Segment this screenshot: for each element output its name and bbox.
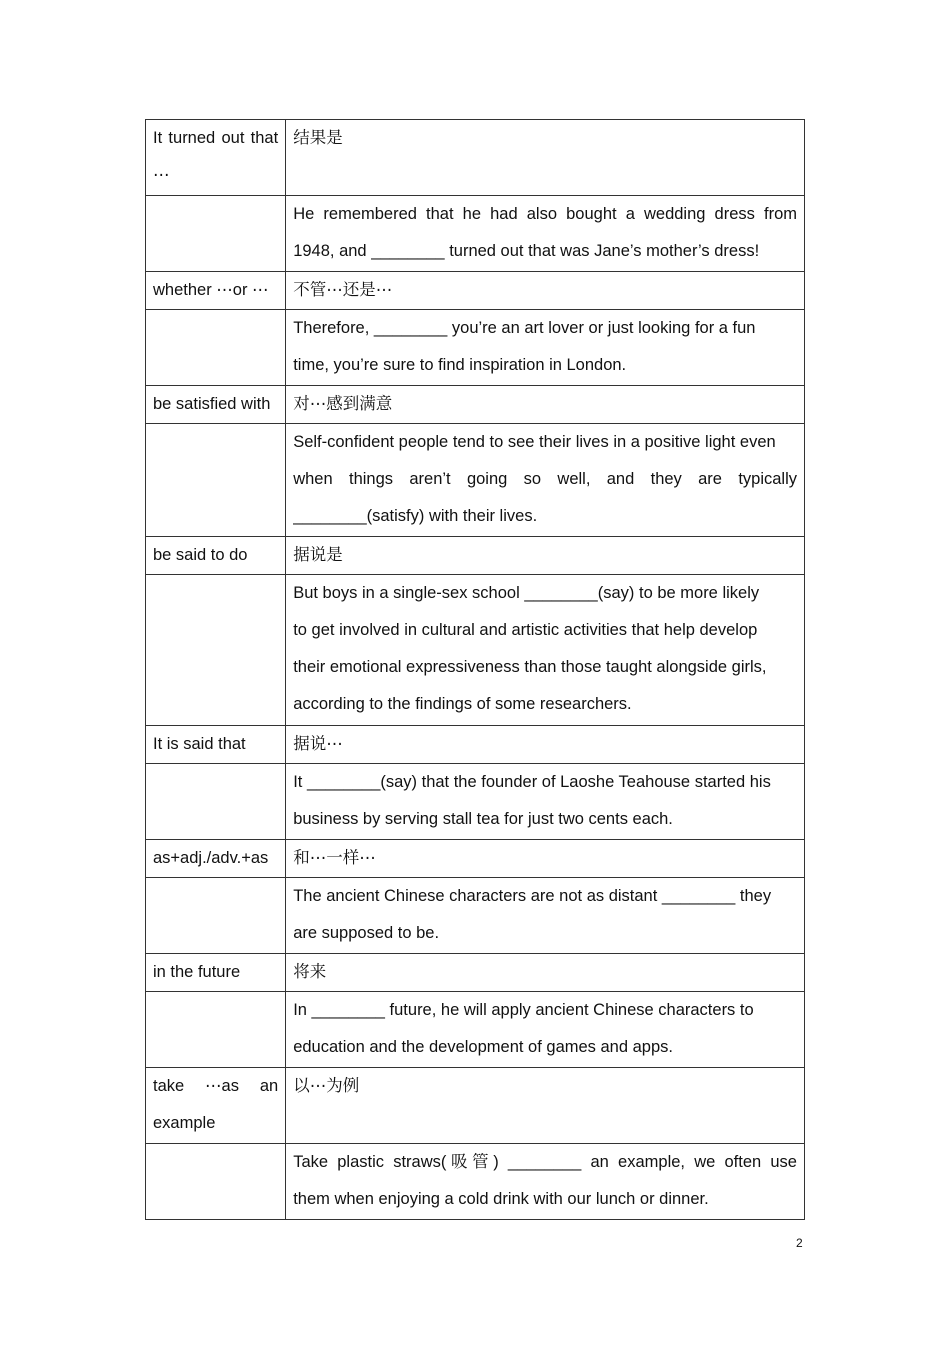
term-cell: be satisfied with [146, 386, 286, 424]
term-row [146, 120, 805, 196]
example-row [146, 878, 805, 954]
example-cell [286, 196, 805, 272]
empty-cell [146, 575, 286, 726]
example-cell [286, 1144, 805, 1220]
term-row [146, 537, 805, 575]
empty-cell [146, 196, 286, 272]
example-row [146, 424, 805, 537]
example-line: education and the development of games and apps. [293, 1038, 673, 1056]
term-cell: in the future [146, 954, 286, 992]
empty-cell [146, 764, 286, 840]
meaning-cell: 结果是 [286, 120, 805, 196]
vocabulary-table [145, 119, 805, 1220]
example-line: He remembered that he had also bought a wedding dress from [293, 205, 797, 223]
empty-cell [146, 992, 286, 1068]
empty-cell [146, 424, 286, 537]
example-row [146, 575, 805, 726]
example-line: 1948, and ________ turned out that was Jane’s mother’s dress! [293, 242, 760, 260]
example-line: when things aren’t going so well, and they are typically [293, 470, 797, 488]
example-line: business by serving stall tea for just two cents each. [293, 810, 673, 828]
meaning-cell: 以⋯为例 [286, 1068, 805, 1144]
example-line: ________(satisfy) with their lives. [293, 507, 538, 525]
example-line: It ________(say) that the founder of Laoshe Teahouse started his [293, 773, 771, 791]
term-row [146, 726, 805, 764]
term-row [146, 386, 805, 424]
meaning-cell: 将来 [286, 954, 805, 992]
example-row [146, 196, 805, 272]
example-line: their emotional expressiveness than those taught alongside girls, [293, 658, 767, 676]
example-line: time, you’re sure to find inspiration in London. [293, 356, 627, 374]
term-cell: as+adj./adv.+as [146, 840, 286, 878]
empty-cell [146, 1144, 286, 1220]
example-row [146, 310, 805, 386]
example-line: are supposed to be. [293, 924, 440, 942]
term-row [146, 272, 805, 310]
term-cell: be said to do [146, 537, 286, 575]
example-cell [286, 575, 805, 726]
example-cell [286, 992, 805, 1068]
meaning-cell: 不管⋯还是⋯ [286, 272, 805, 310]
example-line: But boys in a single-sex school ________(say) to be more likely [293, 584, 760, 602]
example-line: them when enjoying a cold drink with our lunch or dinner. [293, 1190, 709, 1208]
term-cell [146, 1068, 286, 1144]
example-line: Self-confident people tend to see their lives in a positive light even [293, 433, 776, 451]
term-cell [146, 120, 286, 196]
example-row [146, 1144, 805, 1220]
term-text: take ⋯as an example [153, 1077, 279, 1132]
meaning-cell: 对⋯感到满意 [286, 386, 805, 424]
meaning-cell: 据说是 [286, 537, 805, 575]
term-cell: whether ⋯or ⋯ [146, 272, 286, 310]
example-cell [286, 310, 805, 386]
term-cell: It is said that [146, 726, 286, 764]
example-line: according to the findings of some researchers. [293, 695, 632, 713]
example-cell [286, 878, 805, 954]
page-number: 2 [796, 1236, 803, 1250]
term-text: It turned out that ⋯ [153, 129, 279, 184]
example-cell [286, 424, 805, 537]
empty-cell [146, 878, 286, 954]
term-row [146, 1068, 805, 1144]
example-line: In ________ future, he will apply ancient Chinese characters to [293, 1001, 754, 1019]
example-line: Therefore, ________ you’re an art lover or just looking for a fun [293, 319, 756, 337]
example-line: The ancient Chinese characters are not as distant ________ they [293, 887, 772, 905]
term-row [146, 954, 805, 992]
term-row [146, 840, 805, 878]
example-line: Take plastic straws(吸管) ________ an example, we often use [293, 1153, 797, 1171]
example-row [146, 764, 805, 840]
example-row [146, 992, 805, 1068]
example-cell [286, 764, 805, 840]
example-line: to get involved in cultural and artistic activities that help develop [293, 621, 758, 639]
meaning-cell: 据说⋯ [286, 726, 805, 764]
meaning-cell: 和⋯一样⋯ [286, 840, 805, 878]
empty-cell [146, 310, 286, 386]
